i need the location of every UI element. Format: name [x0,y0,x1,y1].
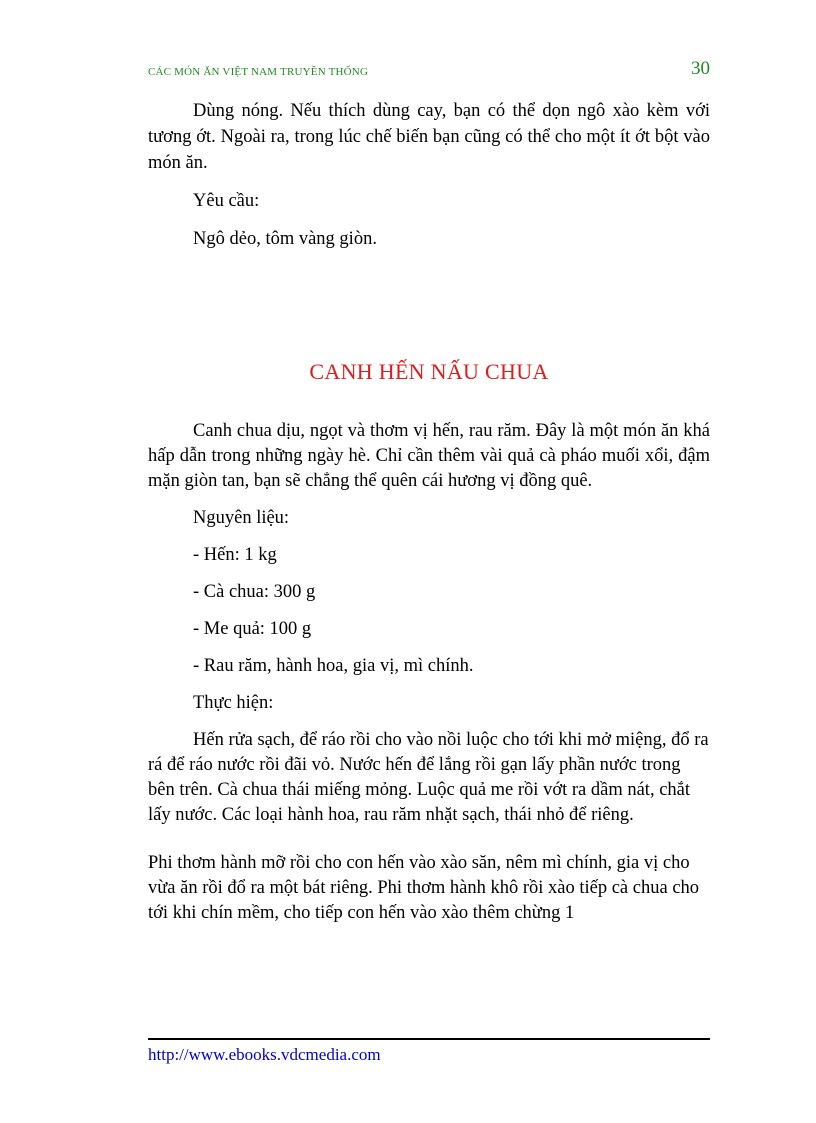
ingredient-item: - Hến: 1 kg [193,545,277,565]
ingredient-item: - Cà chua: 300 g [193,582,316,602]
intro-paragraph: Dùng nóng. Nếu thích dùng cay, bạn có thể dọn ngô xào kèm với tương ớt. Ngoài ra, trong lúc chế biến bạn cũng có thể cho một ít ớt bột vào món ăn. [148,101,710,173]
ingredient-item: - Rau răm, hành hoa, gia vị, mì chính. [193,656,474,676]
ingredient-item: - Me quả: 100 g [193,619,312,639]
method-label: Thực hiện: [193,693,274,713]
requirements-label: Yêu cầu: [193,191,260,211]
method-paragraph-1: Hến rửa sạch, để ráo rồi cho vào nồi luộc cho tới khi mở miệng, đổ ra rá để ráo nước rồi đãi vỏ. Nước hến để lắng rồi gạn lấy phần nước trong bên trên. Cà chua thái miếng mỏng. Luộc quả me rồi vớt ra dầm nát, chắt lấy nước. Các loại hành hoa, rau răm nhặt sạch, thái nhỏ để riêng. [148,730,709,825]
method-paragraph-2: Phi thơm hành mỡ rồi cho con hến vào xào săn, nêm mì chính, gia vị cho vừa ăn rồi đổ ra một bát riêng. Phi thơm hành khô rồi xào tiếp cà chua cho tới khi chín mềm, cho tiếp con hến vào xào thêm chừng 1 [148,853,700,923]
recipe-title: CANH HẾN NẤU CHUA [309,359,549,384]
running-header: CÁC MÓN ĂN VIỆT NAM TRUYỀN THỐNG [148,66,369,78]
footer-rule [148,1038,710,1040]
requirements-text: Ngô dẻo, tôm vàng giòn. [193,229,377,249]
paragraph-gap [148,828,710,851]
recipe-body [148,419,710,926]
page-number: 30 [691,58,710,79]
footer-url-link[interactable]: http://www.ebooks.vdcmedia.com [148,1045,381,1064]
ingredients-label: Nguyên liệu: [193,508,290,528]
recipe-description: Canh chua dịu, ngọt và thơm vị hến, rau răm. Đây là một món ăn khá hấp dẫn trong những ngày hè. Chỉ cần thêm vài quả cà pháo muối xổi, đậm mặn giòn tan, bạn sẽ chẳng thể quên cái hương vị đồng quê. [148,421,710,491]
intro-section [148,98,710,252]
